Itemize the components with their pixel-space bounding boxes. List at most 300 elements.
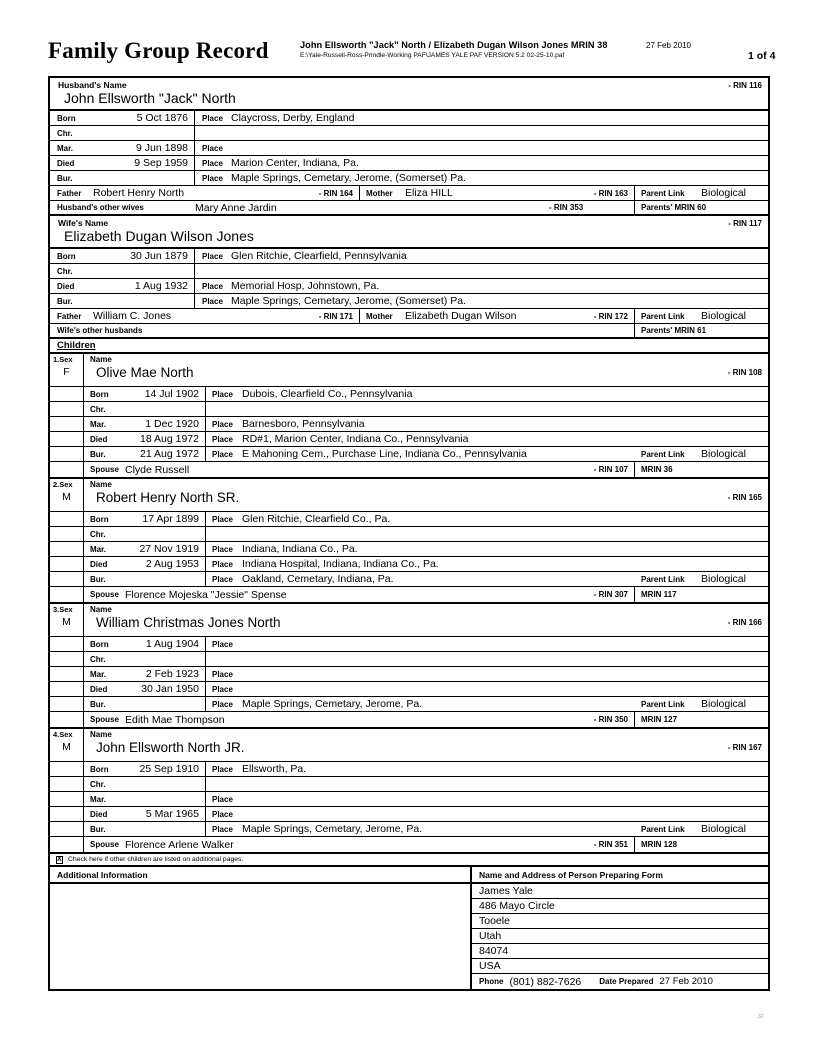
died-label: Died [57,158,75,168]
name-label: Name [90,730,112,739]
child-died-date: 5 Mar 1965 [128,807,206,821]
husband-mother-rin: - RIN 163 [582,186,635,200]
child-name-row [50,479,768,512]
husband-mar-row [50,141,768,156]
child-died-place [239,807,768,821]
child-rin: - RIN 108 [727,368,762,377]
child-bur-place: E Mahoning Cem., Purchase Line, Indiana Co., Pennsylvania [242,448,527,460]
child-spouse-rin: - RIN 350 [549,712,635,727]
bur-label: Bur. [90,824,106,834]
child-mar-row [50,667,768,682]
child-bur-row [50,822,768,837]
mar-label: Mar. [90,669,107,679]
preparer-street: 486 Mayo Circle [472,899,768,914]
child-chr-place [206,527,768,541]
chr-label: Chr. [90,529,106,539]
child-mar-date: 27 Nov 1919 [128,542,206,556]
child-sex-spacer [50,387,84,401]
parent-link-label: Parent Link [641,449,685,459]
child-died-date: 2 Aug 1953 [128,557,206,571]
child-block [50,479,768,604]
child-born-place: Glen Ritchie, Clearfield Co., Pa. [242,513,391,525]
place-label: Place [212,669,233,679]
child-died-place [239,682,768,696]
wife-mother-rin: - RIN 172 [582,309,635,323]
born-label: Born [57,251,76,261]
child-sex-cell [50,354,84,386]
wife-chr-date [98,264,195,278]
born-label: Born [90,764,109,774]
spouse-label: Spouse [90,840,119,849]
child-chr-row [50,652,768,667]
place-label: Place [202,158,223,168]
husband-mother-name: Eliza HILL [405,187,453,199]
additional-information-panel [50,867,472,989]
preparer-zip: 84074 [472,944,768,959]
child-name-value: William Christmas Jones North [96,615,281,630]
wife-chr-place [195,264,768,278]
child-name-row [50,729,768,762]
wife-parent-link-value: Biological [701,310,746,322]
place-label: Place [202,251,223,261]
child-died-date: 18 Aug 1972 [128,432,206,446]
child-bur-place: Maple Springs, Cemetary, Jerome, Pa. [242,698,423,710]
child-died-row [50,807,768,822]
child-bur-place: Oakland, Cemetary, Indiana, Pa. [242,573,394,585]
child-born-row [50,512,768,527]
preparer-header: Name and Address of Person Preparing Form [472,867,768,884]
preparer-phone-row [472,974,768,989]
wife-father-name: William C. Jones [93,310,172,322]
wife-bur-place: Maple Springs, Cemetary, Jerome, (Somerset) Pa. [231,295,466,307]
children-section-header: Children [50,339,768,354]
additional-children-check-row[interactable] [50,854,768,867]
child-sex-spacer [50,527,84,541]
child-born-row [50,387,768,402]
husband-parent-link-value: Biological [701,187,746,199]
wife-other-husbands-label: Wife's other husbands [57,326,143,335]
header-center-block [300,40,700,59]
place-label: Place [212,574,233,584]
mar-label: Mar. [90,794,107,804]
place-label: Place [202,143,223,153]
husband-name-band [50,78,768,111]
preparer-country: USA [472,959,768,974]
born-label: Born [90,514,109,524]
wife-rin: - RIN 117 [728,219,762,228]
child-sex-spacer [50,652,84,666]
child-spouse-name: Clyde Russell [125,463,190,476]
died-label: Died [90,684,108,694]
husband-mar-place [228,141,768,155]
child-sex-spacer [50,417,84,431]
wife-born-row [50,249,768,264]
footer-section [50,867,768,989]
child-mar-date: 1 Dec 1920 [128,417,206,431]
child-index-sex-label: 2.Sex [53,480,73,489]
parent-link-label: Parent Link [641,311,685,321]
name-label: Name [90,605,112,614]
died-label: Died [57,281,75,291]
child-parent-link-value: Biological [701,823,746,835]
child-sex-spacer [50,712,84,727]
child-name-row [50,354,768,387]
child-name-value: Robert Henry North SR. [96,490,240,505]
child-spouse-name: Florence Arlene Walker [125,838,234,851]
child-mar-place [239,792,768,806]
place-label: Place [212,639,233,649]
child-sex-spacer [50,542,84,556]
children-list [50,354,768,854]
preparer-phone: (801) 882-7626 [509,975,582,988]
wife-mother-name: Elizabeth Dugan Wilson [405,310,517,322]
place-label: Place [202,173,223,183]
place-label: Place [212,764,233,774]
husband-other-wives-rin: - RIN 353 [545,201,635,214]
preparer-state: Utah [472,929,768,944]
child-chr-date [128,652,206,666]
additional-information-body[interactable] [50,884,470,989]
place-label: Place [212,389,233,399]
child-bur-place: Maple Springs, Cemetary, Jerome, Pa. [242,823,423,835]
wife-bur-date [98,294,195,308]
child-sex-spacer [50,777,84,791]
child-spouse-rin: - RIN 107 [549,462,635,477]
child-index-sex-label: 4.Sex [53,730,73,739]
bur-label: Bur. [90,574,106,584]
mar-label: Mar. [90,419,107,429]
child-chr-place [206,777,768,791]
chr-label: Chr. [57,128,73,138]
child-chr-place [206,652,768,666]
father-label: Father [57,311,82,321]
child-mar-date: 2 Feb 1923 [128,667,206,681]
husband-other-wives-row [50,201,768,216]
child-chr-place [206,402,768,416]
preparer-panel [472,867,768,989]
additional-children-note: Check here if other children are listed on additional pages. [68,856,244,863]
child-parent-link-col [635,447,768,461]
child-sex-spacer [50,792,84,806]
child-died-row [50,682,768,697]
child-mrin: MRIN 127 [641,715,678,724]
place-label: Place [212,824,233,834]
wife-other-husbands-value [185,324,545,337]
child-rin: - RIN 165 [727,493,762,502]
husband-chr-date [98,126,195,140]
child-sex-spacer [50,762,84,776]
child-born-date: 1 Aug 1904 [128,637,206,651]
chr-label: Chr. [57,266,73,276]
child-rin: - RIN 167 [727,743,762,752]
place-label: Place [212,434,233,444]
bur-label: Bur. [57,296,73,306]
husband-other-wives-value: Mary Anne Jardin [195,201,277,214]
mar-label: Mar. [90,544,107,554]
bur-label: Bur. [90,449,106,459]
child-parent-link-col [635,822,768,836]
chr-label: Chr. [90,779,106,789]
husband-father-name: Robert Henry North [93,187,185,199]
name-label: Name [90,355,112,364]
child-born-date: 25 Sep 1910 [128,762,206,776]
husband-bur-place: Maple Springs, Cemetary, Jerome, (Somerset) Pa. [231,172,466,184]
child-sex-spacer [50,837,84,852]
preparer-city: Tooele [472,914,768,929]
husband-name-label: Husband's Name [58,80,127,90]
child-mar-place: Indiana, Indiana Co., Pa. [242,543,358,555]
child-name-value: John Ellsworth North JR. [96,740,245,755]
husband-father-rin: - RIN 164 [290,186,360,200]
wife-born-date: 30 Jun 1879 [98,249,195,263]
child-bur-date [128,697,206,711]
child-bur-date [128,822,206,836]
child-sex-spacer [50,822,84,836]
corner-mark: 32 [758,1014,764,1020]
child-sex-spacer [50,402,84,416]
husband-died-row [50,156,768,171]
wife-parents-mrin: Parents' MRIN 61 [641,326,707,335]
child-sex-value: M [62,491,71,503]
parent-link-label: Parent Link [641,824,685,834]
died-label: Died [90,434,108,444]
header-date: 27 Feb 2010 [646,41,691,50]
child-spouse-name: Edith Mae Thompson [125,713,225,726]
child-sex-spacer [50,807,84,821]
husband-born-row [50,111,768,126]
child-bur-date [128,572,206,586]
child-sex-cell [50,479,84,511]
child-sex-spacer [50,512,84,526]
father-label: Father [57,188,82,198]
child-sex-value: M [62,616,71,628]
child-index-sex-label: 3.Sex [53,605,73,614]
mother-label: Mother [366,188,393,198]
child-bur-row [50,697,768,712]
child-born-date: 14 Jul 1902 [128,387,206,401]
mar-label: Mar. [57,143,74,153]
child-sex-value: F [63,366,70,378]
husband-born-date: 5 Oct 1876 [98,111,195,125]
wife-name-value: Elizabeth Dugan Wilson Jones [64,228,254,244]
wife-died-date: 1 Aug 1932 [98,279,195,293]
child-bur-row [50,572,768,587]
child-died-row [50,432,768,447]
child-died-row [50,557,768,572]
child-name-cell [84,604,768,636]
place-label: Place [212,809,233,819]
preparer-date: 27 Feb 2010 [659,976,713,987]
place-label: Place [202,296,223,306]
child-sex-spacer [50,462,84,477]
place-label: Place [212,699,233,709]
husband-born-place: Claycross, Derby, England [231,112,355,124]
document-header [48,38,776,72]
husband-bur-date [98,171,195,185]
child-died-place: Indiana Hospital, Indiana, Indiana Co., Pa. [242,558,439,570]
child-sex-spacer [50,432,84,446]
wife-father-rin: - RIN 171 [290,309,360,323]
additional-information-header: Additional Information [50,867,470,884]
child-born-place: Dubois, Clearfield Co., Pennsylvania [242,388,413,400]
husband-other-wives-label: Husband's other wives [57,203,144,212]
husband-parents-row [50,186,768,201]
child-spouse-row [50,587,768,602]
parent-link-label: Parent Link [641,574,685,584]
place-label: Place [202,113,223,123]
preparer-name: James Yale [472,884,768,899]
child-chr-row [50,527,768,542]
wife-name-band [50,216,768,249]
husband-parents-mrin: Parents' MRIN 60 [641,203,707,212]
husband-died-date: 9 Sep 1959 [98,156,195,170]
bur-label: Bur. [90,699,106,709]
child-mar-date [128,792,206,806]
page-number: 1 of 4 [748,50,776,62]
husband-name-value: John Ellsworth "Jack" North [64,90,236,106]
child-mar-row [50,792,768,807]
child-sex-spacer [50,667,84,681]
place-label: Place [212,419,233,429]
child-spouse-name: Florence Mojeska "Jessie" Spense [125,588,287,601]
husband-bur-row [50,171,768,186]
child-name-value: Olive Mae North [96,365,194,380]
wife-bur-row [50,294,768,309]
child-spouse-rin: - RIN 351 [549,837,635,852]
child-born-place [239,637,768,651]
child-chr-date [128,527,206,541]
place-label: Place [212,449,233,459]
child-died-place: RD#1, Marion Center, Indiana Co., Pennsylvania [242,433,469,445]
phone-label: Phone [479,977,504,986]
child-chr-date [128,402,206,416]
chr-label: Chr. [90,654,106,664]
record-frame [48,76,770,991]
child-sex-spacer [50,557,84,571]
child-mar-place: Barnesboro, Pennsylvania [242,418,365,430]
child-born-place: Ellsworth, Pa. [242,763,307,775]
husband-mar-date: 9 Jun 1898 [98,141,195,155]
child-sex-value: M [62,741,71,753]
bur-label: Bur. [57,173,73,183]
child-sex-spacer [50,447,84,461]
child-mar-place [239,667,768,681]
child-sex-spacer [50,697,84,711]
child-spouse-rin: - RIN 307 [549,587,635,602]
child-spouse-row [50,837,768,852]
died-label: Died [90,559,108,569]
child-mar-row [50,417,768,432]
child-block [50,354,768,479]
place-label: Place [212,684,233,694]
died-label: Died [90,809,108,819]
child-index-sex-label: 1.Sex [53,355,73,364]
child-sex-spacer [50,587,84,602]
mother-label: Mother [366,311,393,321]
child-mrin: MRIN 117 [641,590,677,599]
child-chr-row [50,777,768,792]
child-born-date: 17 Apr 1899 [128,512,206,526]
wife-other-husbands-rin [545,324,635,337]
wife-died-place: Memorial Hosp, Johnstown, Pa. [231,280,380,292]
child-chr-row [50,402,768,417]
checkbox-icon[interactable] [56,856,63,864]
parent-link-label: Parent Link [641,188,685,198]
place-label: Place [212,544,233,554]
name-label: Name [90,480,112,489]
child-mar-row [50,542,768,557]
child-name-cell [84,354,768,386]
child-sex-cell [50,604,84,636]
place-label: Place [212,559,233,569]
child-spouse-row [50,712,768,727]
child-sex-spacer [50,637,84,651]
child-rin: - RIN 166 [727,618,762,627]
child-mrin: MRIN 128 [641,840,678,849]
file-path: E:\Yale-Russell-Ross-Prindle-Working PAF\JAMES YALE PAF VERSION 5.2 02-25-10.paf [300,52,565,59]
child-spouse-row [50,462,768,477]
child-name-cell [84,479,768,511]
date-prepared-label: Date Prepared [599,977,654,986]
wife-name-label: Wife's Name [58,218,109,228]
child-parent-link-value: Biological [701,698,746,710]
child-block [50,729,768,854]
spouse-label: Spouse [90,715,119,724]
born-label: Born [57,113,76,123]
child-parent-link-value: Biological [701,448,746,460]
child-name-row [50,604,768,637]
husband-rin: - RIN 116 [728,81,762,90]
child-bur-row [50,447,768,462]
born-label: Born [90,639,109,649]
child-mrin: MRIN 36 [641,465,673,474]
husband-chr-row [50,126,768,141]
wife-died-row [50,279,768,294]
spouse-label: Spouse [90,465,119,474]
child-block [50,604,768,729]
wife-parent-link-col [635,309,768,323]
child-parent-link-col [635,697,768,711]
couple-line: John Ellsworth "Jack" North / Elizabeth Dugan Wilson Jones MRIN 38 [300,40,608,50]
child-bur-date: 21 Aug 1972 [128,447,206,461]
child-name-cell [84,729,768,761]
place-label: Place [212,514,233,524]
child-sex-spacer [50,572,84,586]
child-sex-cell [50,729,84,761]
child-chr-date [128,777,206,791]
parent-link-label: Parent Link [641,699,685,709]
wife-other-husbands-row [50,324,768,339]
child-died-date: 30 Jan 1950 [128,682,206,696]
child-parent-link-value: Biological [701,573,746,585]
place-label: Place [202,281,223,291]
spouse-label: Spouse [90,590,119,599]
child-parent-link-col [635,572,768,586]
child-born-row [50,637,768,652]
wife-chr-row [50,264,768,279]
wife-parents-row [50,309,768,324]
child-sex-spacer [50,682,84,696]
born-label: Born [90,389,109,399]
page-title: Family Group Record [48,38,269,63]
husband-parent-link-col [635,186,768,200]
place-label: Place [212,794,233,804]
child-born-row [50,762,768,777]
husband-died-place: Marion Center, Indiana, Pa. [231,157,359,169]
wife-born-place: Glen Ritchie, Clearfield, Pennsylvania [231,250,407,262]
chr-label: Chr. [90,404,106,414]
husband-chr-place [195,126,768,140]
